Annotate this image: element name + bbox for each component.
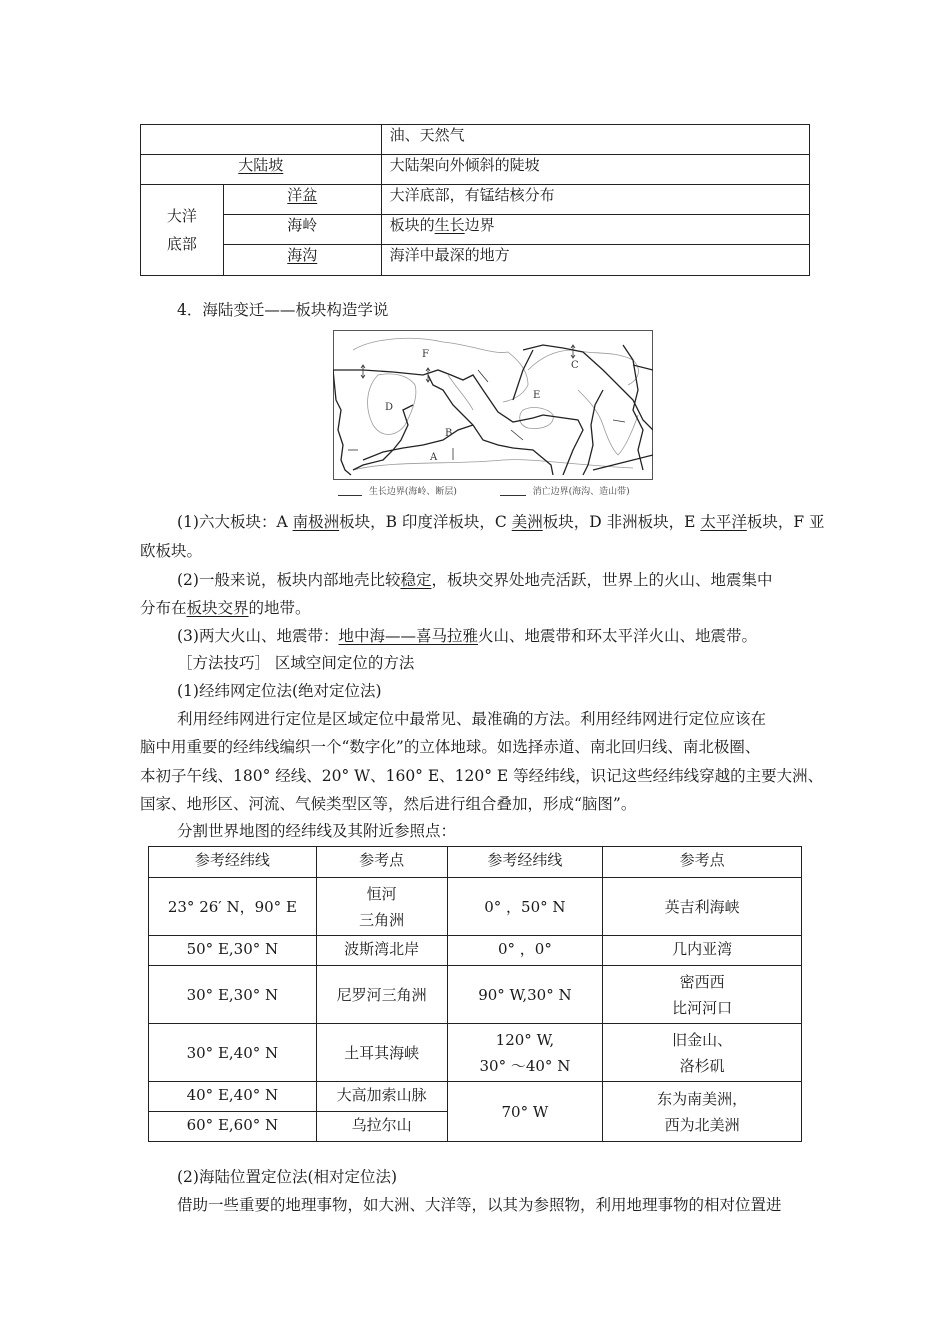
cell-line: 三角洲 xyxy=(359,910,405,929)
table-intro: 分割世界地图的经纬线及其附近参照点： xyxy=(177,822,457,840)
table-cell: 大陆架向外倾斜的陡坡 xyxy=(381,155,809,185)
text: 板块，F 亚 xyxy=(746,513,825,531)
table-cell: 波斯湾北岸 xyxy=(316,936,447,966)
paragraph-six-plates xyxy=(177,512,825,532)
table-row xyxy=(149,878,802,936)
text: (3)两大火山、地震带： xyxy=(177,627,339,645)
table-cell: 40° E,40° N xyxy=(149,1082,317,1112)
table-header-row xyxy=(149,847,802,878)
cell-line: 30° ～40° N xyxy=(479,1056,571,1075)
legend-label-growth: 生长边界(海岭、断层) xyxy=(368,487,457,497)
paragraph-line xyxy=(140,598,311,618)
term-antarctic: 南极洲 xyxy=(292,513,340,531)
paragraph-line: 欧板块。 xyxy=(140,542,203,560)
term-growth: 生长 xyxy=(434,216,465,234)
text: (2)一般来说，板块内部地壳比较 xyxy=(177,571,401,589)
section-heading: 4．海陆变迁——板块构造学说 xyxy=(177,301,389,319)
table-cell: 油、天然气 xyxy=(381,125,809,155)
paragraph-crust-stability xyxy=(177,570,773,590)
table-cell: 70° W xyxy=(447,1082,603,1142)
text: (1)六大板块：A xyxy=(177,513,293,531)
text: 边界 xyxy=(464,216,495,234)
plate-tectonics-map xyxy=(333,330,653,480)
column-header: 参考点 xyxy=(316,847,447,878)
term-ocean-basin: 洋盆 xyxy=(287,186,318,204)
table-row xyxy=(141,245,810,276)
table-cell: 60° E,60° N xyxy=(149,1112,317,1142)
table-cell xyxy=(141,125,382,155)
table-row xyxy=(149,936,802,966)
table-cell xyxy=(223,245,381,276)
group-cell-ocean-floor xyxy=(141,185,224,276)
table-cell xyxy=(381,215,809,245)
term-mediterranean-himalaya: 地中海——喜马拉雅 xyxy=(338,627,478,645)
table-cell: 英吉利海峡 xyxy=(603,878,802,936)
paragraph-seismic-belts xyxy=(177,626,757,646)
cell-line: 洛杉矶 xyxy=(679,1056,725,1075)
method-paragraph-line: 脑中用重要的经纬线编织一个“数字化”的立体地球。如选择赤道、南北回归线、南北极圈、 xyxy=(140,738,761,756)
term-continental-slope: 大陆坡 xyxy=(238,156,284,174)
plate-label-d: D xyxy=(385,402,394,413)
plate-label-c: C xyxy=(571,360,579,371)
plate-label-b: B xyxy=(445,428,453,439)
text: ，板块交界处地壳活跃，世界上的火山、地震集中 xyxy=(431,571,773,589)
table-cell xyxy=(447,1024,603,1082)
text: 火山、地震带和环太平洋火山、地震带。 xyxy=(477,627,757,645)
plate-label-f: F xyxy=(422,349,429,360)
table-cell: 大洋底部，有锰结核分布 xyxy=(381,185,809,215)
table-cell: 90° W,30° N xyxy=(447,966,603,1024)
cell-line: 比河河口 xyxy=(672,998,733,1017)
cell-line: 恒河 xyxy=(366,884,397,903)
column-header: 参考经纬线 xyxy=(447,847,603,878)
text: 分布在 xyxy=(140,599,187,617)
term-american: 美洲 xyxy=(511,513,543,531)
method-paragraph-line: 借助一些重要的地理事物，如大洲、大洋等，以其为参照物，利用地理事物的相对位置进 xyxy=(177,1196,782,1214)
table-cell: 23° 26′ N，90° E xyxy=(149,878,317,936)
text: 板块，D 非洲板块，E xyxy=(542,513,701,531)
cell-line: 密西西 xyxy=(679,972,725,991)
growth-boundary-icon xyxy=(338,487,362,496)
table-cell xyxy=(141,155,382,185)
plate-label-a: A xyxy=(430,452,438,463)
term-stable: 稳定 xyxy=(400,571,432,589)
table-cell: 0° ，50° N xyxy=(447,878,603,936)
group-label-line: 底部 xyxy=(166,235,197,253)
cell-line: 东为南美洲， xyxy=(657,1089,748,1108)
cell-line: 西为北美洲 xyxy=(664,1115,740,1134)
table-cell: 土耳其海峡 xyxy=(316,1024,447,1082)
table-cell: 海洋中最深的地方 xyxy=(381,245,809,276)
legend-label-subduction: 消亡边界(海沟、造山带) xyxy=(532,487,630,497)
method-paragraph-line: 国家、地形区、河流、气候类型区等，然后进行组合叠加，形成“脑图”。 xyxy=(140,795,637,813)
table-row xyxy=(149,1082,802,1112)
table-row xyxy=(149,1024,802,1082)
method-title: ［方法技巧］ 区域空间定位的方法 xyxy=(177,654,415,672)
text: 的地带。 xyxy=(248,599,311,617)
cell-line: 旧金山、 xyxy=(672,1030,733,1049)
text: 板块，B 印度洋板块，C xyxy=(339,513,512,531)
table-cell xyxy=(603,1082,802,1142)
table-row xyxy=(141,155,810,185)
table-row xyxy=(141,125,810,155)
table-cell: 30° E,40° N xyxy=(149,1024,317,1082)
text: 板块的 xyxy=(389,216,435,234)
table-cell: 0° ，0° xyxy=(447,936,603,966)
map-legend xyxy=(338,484,630,497)
column-header: 参考点 xyxy=(603,847,802,878)
table-row xyxy=(141,215,810,245)
plate-label-e: E xyxy=(533,390,541,401)
table-cell xyxy=(223,185,381,215)
reference-points-table xyxy=(148,846,802,1142)
seafloor-table xyxy=(140,124,810,276)
term-pacific: 太平洋 xyxy=(700,513,747,531)
table-row xyxy=(149,966,802,1024)
table-cell: 50° E,30° N xyxy=(149,936,317,966)
method-subtitle-1: (1)经纬网定位法(绝对定位法) xyxy=(177,682,382,700)
method-paragraph-line: 本初子午线、180° 经线、20° W、160° E、120° E 等经纬线，识记这些经纬线穿越的主要大洲、 xyxy=(140,767,824,785)
table-cell xyxy=(316,878,447,936)
table-cell: 几内亚湾 xyxy=(603,936,802,966)
table-row xyxy=(141,185,810,215)
method-subtitle-2: (2)海陆位置定位法(相对定位法) xyxy=(177,1168,398,1186)
table-cell xyxy=(603,1024,802,1082)
method-paragraph-line: 利用经纬网进行定位是区域定位中最常见、最准确的方法。利用经纬网进行定位应该在 xyxy=(177,710,767,728)
table-cell: 30° E,30° N xyxy=(149,966,317,1024)
group-label-line: 大洋 xyxy=(166,207,197,225)
column-header: 参考经纬线 xyxy=(149,847,317,878)
term-trench: 海沟 xyxy=(287,246,318,264)
table-cell: 乌拉尔山 xyxy=(316,1112,447,1142)
subduction-boundary-icon xyxy=(500,487,526,496)
table-cell: 尼罗河三角洲 xyxy=(316,966,447,1024)
cell-line: 120° W, xyxy=(495,1030,555,1049)
table-cell xyxy=(603,966,802,1024)
term-plate-boundary: 板块交界 xyxy=(186,599,249,617)
table-cell: 大高加索山脉 xyxy=(316,1082,447,1112)
table-cell: 海岭 xyxy=(223,215,381,245)
